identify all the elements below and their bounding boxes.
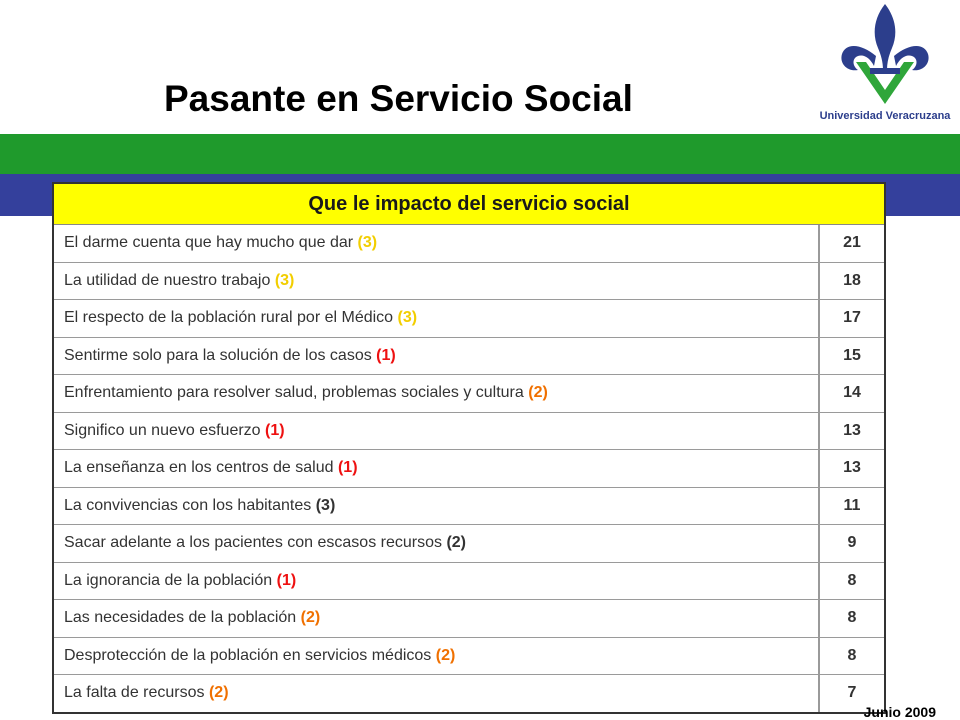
table-row [53, 412, 885, 450]
fleur-icon [841, 4, 928, 104]
row-value: 7 [820, 675, 886, 713]
row-text: Las necesidades de la población [64, 609, 301, 627]
row-code: (2) [435, 646, 456, 664]
row-code: (3) [315, 496, 336, 514]
row-code: (1) [376, 346, 396, 364]
page-title: Pasante en Servicio Social [164, 78, 633, 119]
table-row [53, 225, 885, 263]
row-code: (3) [274, 271, 295, 289]
row-label [53, 675, 819, 713]
row-text: Sacar adelante a los pacientes con escasos recursos [64, 534, 447, 552]
row-label [53, 300, 819, 338]
row-code: (3) [397, 309, 418, 327]
row-label [53, 337, 819, 375]
row-code: (1) [265, 421, 285, 439]
impact-table [52, 182, 886, 714]
row-text: El respecto de la población rural por el Médico [64, 309, 398, 327]
row-label [53, 637, 819, 675]
row-label [53, 600, 819, 638]
table-row [53, 337, 885, 375]
row-text: El darme cuenta que hay mucho que dar [64, 234, 358, 252]
row-code: (2) [208, 684, 229, 702]
row-value: 18 [820, 262, 886, 300]
row-value: 17 [820, 300, 886, 338]
row-code: (2) [528, 384, 548, 402]
row-value: 8 [820, 600, 886, 638]
row-code: (1) [276, 571, 297, 589]
table-row [53, 375, 885, 413]
row-label [53, 412, 819, 450]
table-header: Que le impacto del servicio social [53, 183, 885, 225]
row-label [53, 262, 819, 300]
row-label [53, 225, 819, 263]
table-row [53, 450, 885, 488]
row-code: (1) [337, 459, 358, 477]
row-text: La utilidad de nuestro trabajo [64, 271, 275, 289]
footer-date: Junio 2009 [863, 704, 936, 720]
table-row [53, 637, 885, 675]
row-label [53, 562, 819, 600]
table-row [53, 600, 885, 638]
row-value: 8 [820, 637, 886, 675]
logo-text: Universidad Veracruzana [819, 110, 951, 122]
row-code: (2) [446, 534, 466, 552]
row-text: Significo un nuevo esfuerzo [64, 421, 266, 439]
green-band [0, 134, 960, 174]
table-row [53, 262, 885, 300]
row-code: (2) [300, 609, 321, 627]
table-row [53, 300, 885, 338]
row-value: 8 [820, 562, 886, 600]
row-text: Enfrentamiento para resolver salud, problemas sociales y cultura [64, 384, 529, 402]
row-code: (3) [357, 234, 378, 252]
row-value: 14 [820, 375, 886, 413]
row-value: 11 [820, 487, 886, 525]
row-label [53, 525, 819, 563]
row-value: 13 [820, 412, 886, 450]
row-text: La convivencias con los habitantes [64, 496, 316, 514]
row-text: La falta de recursos [64, 684, 209, 702]
row-value: 21 [820, 225, 886, 263]
row-text: Desprotección de la población en servicios médicos [64, 646, 436, 664]
table-row [53, 525, 885, 563]
row-value: 13 [820, 450, 886, 488]
row-text: La enseñanza en los centros de salud [64, 459, 338, 477]
row-value: 9 [820, 525, 886, 563]
row-value: 15 [820, 337, 886, 375]
table-row [53, 487, 885, 525]
table-row [53, 675, 885, 713]
row-label [53, 375, 819, 413]
row-text: Sentirme solo para la solución de los casos [64, 346, 377, 364]
row-text: La ignorancia de la población [64, 571, 277, 589]
row-label [53, 487, 819, 525]
row-label [53, 450, 819, 488]
table-row [53, 562, 885, 600]
